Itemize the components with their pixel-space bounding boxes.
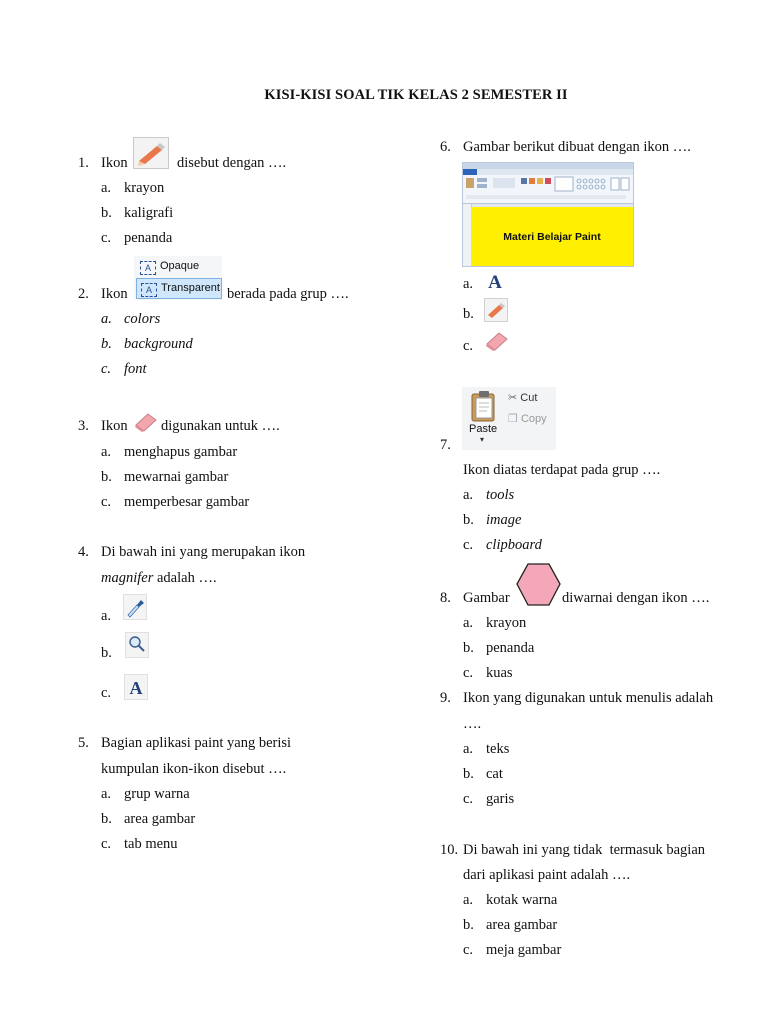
option-text: colors <box>124 311 161 327</box>
copy-row <box>508 412 547 425</box>
option-text: krayon <box>124 180 165 196</box>
option-label: a. <box>463 741 474 757</box>
pink-hexagon-icon <box>516 562 561 612</box>
copy-icon: ❐ <box>508 413 518 425</box>
option-label: b. <box>101 469 112 485</box>
question-number: 1. <box>78 155 89 171</box>
option-text: krayon <box>486 615 527 631</box>
option-label: b. <box>463 917 474 933</box>
question-text-line2 <box>101 570 217 587</box>
option-label: c. <box>463 537 474 553</box>
question-number: 2. <box>78 286 89 302</box>
question-number: 9. <box>440 690 451 706</box>
option-label: b. <box>463 306 474 322</box>
brush-pencil-icon <box>133 137 169 174</box>
magnifier-icon <box>125 632 149 663</box>
option-label: c. <box>101 361 112 377</box>
cut-label: Cut <box>520 392 538 404</box>
opaque-option: A Opaque <box>134 257 222 276</box>
option-label: b. <box>101 811 112 827</box>
paint-screenshot <box>462 162 634 267</box>
color-picker-icon <box>123 594 147 625</box>
canvas-text: Materi Belajar Paint <box>471 207 633 266</box>
scissors-icon: ✂ <box>508 392 518 404</box>
term-italic: magnifer <box>101 570 154 586</box>
option-label: b. <box>463 512 474 528</box>
question-text-post: diwarnai dengan ikon …. <box>562 590 710 606</box>
option-text: kotak warna <box>486 892 558 908</box>
option-label: a. <box>101 180 112 196</box>
question-number: 3. <box>78 418 89 434</box>
question-text-line2: kumpulan ikon-ikon disebut …. <box>101 761 287 777</box>
paste-label: Paste <box>469 423 498 435</box>
option-text: kaligrafi <box>124 205 174 221</box>
drawing-canvas <box>471 207 633 266</box>
brush-pencil-icon <box>484 298 508 327</box>
question-number: 6. <box>440 139 451 155</box>
page-title: KISI-KISI SOAL TIK KELAS 2 SEMESTER II <box>264 87 568 103</box>
clipboard-group-icon <box>462 387 556 450</box>
question-number: 10. <box>440 842 459 858</box>
option-label: b. <box>463 766 474 782</box>
paste-icon <box>469 390 499 422</box>
question-number: 4. <box>78 544 89 560</box>
ribbon <box>463 175 633 204</box>
option-text: penanda <box>124 230 173 246</box>
option-text: menghapus gambar <box>124 444 238 460</box>
option-text: teks <box>486 741 510 757</box>
question-text-line1: Di bawah ini yang tidak termasuk bagian <box>463 842 706 858</box>
svg-text:A: A <box>129 678 143 698</box>
option-text: image <box>486 512 522 528</box>
question-text: Ikon diatas terdapat pada grup …. <box>463 462 661 478</box>
option-label: c. <box>101 494 112 510</box>
option-text: cat <box>486 766 503 782</box>
question-text-line2: …. <box>463 716 482 732</box>
opaque-label: Opaque <box>160 260 200 272</box>
question-text-post: disebut dengan …. <box>177 155 287 171</box>
option-label: a. <box>101 311 112 327</box>
option-text: tab menu <box>124 836 178 852</box>
option-label: b. <box>101 205 112 221</box>
question-text-pre: Ikon <box>101 286 128 302</box>
option-text: background <box>124 336 193 352</box>
svg-text:A: A <box>488 272 502 292</box>
text-a-icon <box>484 270 506 297</box>
cut-row <box>508 391 537 404</box>
title-bar <box>463 163 633 169</box>
question-text-pre: Ikon <box>101 418 128 434</box>
option-text: clipboard <box>486 537 542 553</box>
question-text: Gambar berikut dibuat dengan ikon …. <box>463 139 691 155</box>
option-label: a. <box>101 786 112 802</box>
option-label: c. <box>101 836 112 852</box>
option-label: a. <box>101 444 112 460</box>
opaque-transparent-icon <box>134 256 222 300</box>
option-text: memperbesar gambar <box>124 494 250 510</box>
option-text: area gambar <box>124 811 196 827</box>
option-label: b. <box>101 645 112 661</box>
eraser-icon <box>484 330 510 357</box>
option-text: garis <box>486 791 515 807</box>
option-text: mewarnai gambar <box>124 469 229 485</box>
option-label: c. <box>463 665 474 681</box>
question-number: 7. <box>440 437 451 453</box>
transparent-option: A Transparent <box>136 278 222 299</box>
question-text-line2: dari aplikasi paint adalah …. <box>463 867 631 883</box>
transparent-label: Transparent <box>161 282 220 294</box>
option-text: penanda <box>486 640 535 656</box>
option-text: grup warna <box>124 786 190 802</box>
question-text-post: berada pada grup …. <box>227 286 349 302</box>
question-number: 8. <box>440 590 451 606</box>
chevron-down-icon: ▾ <box>480 435 485 444</box>
option-text: font <box>124 361 147 377</box>
option-text: tools <box>486 487 515 503</box>
option-label: c. <box>463 791 474 807</box>
option-text: meja gambar <box>486 942 562 958</box>
question-text-line1: Bagian aplikasi paint yang berisi <box>101 735 292 751</box>
question-number: 5. <box>78 735 89 751</box>
option-label: b. <box>463 640 474 656</box>
option-label: c. <box>101 685 112 701</box>
question-text-rest: adalah …. <box>156 570 217 586</box>
question-text-line1: Di bawah ini yang merupakan ikon <box>101 544 306 560</box>
option-label: c. <box>463 942 474 958</box>
option-label: c. <box>463 338 474 354</box>
option-label: a. <box>101 608 112 624</box>
question-text-line1: Ikon yang digunakan untuk menulis adalah <box>463 690 714 706</box>
copy-label: Copy <box>520 413 547 425</box>
option-text: kuas <box>486 665 513 681</box>
option-label: a. <box>463 276 474 292</box>
option-label: a. <box>463 615 474 631</box>
option-label: a. <box>463 487 474 503</box>
text-a-icon <box>124 674 148 705</box>
question-text-post: digunakan untuk …. <box>161 418 280 434</box>
option-text: area gambar <box>486 917 558 933</box>
option-label: a. <box>463 892 474 908</box>
option-label: b. <box>101 336 112 352</box>
eraser-icon <box>133 411 159 438</box>
question-text-pre: Gambar <box>463 590 510 606</box>
option-label: c. <box>101 230 112 246</box>
question-text-pre: Ikon <box>101 155 128 171</box>
